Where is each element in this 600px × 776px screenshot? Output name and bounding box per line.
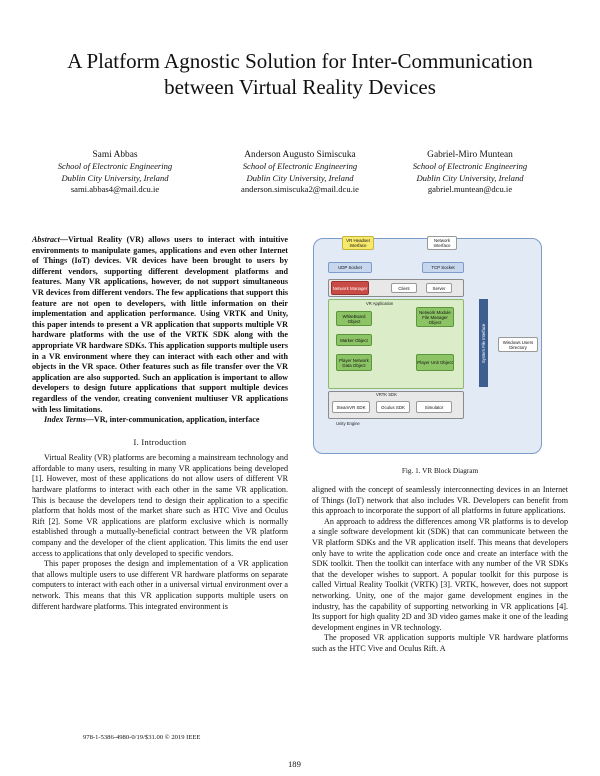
paragraph: This paper proposes the design and implementation of a VR application that allows multiple users to use different VR hardware platforms on separate computers to interact with each other in a universal virtual environment over a network. This means that this VR application supports multiple users on different hardware platforms. This integrated environment is xyxy=(32,559,288,611)
author-3 xyxy=(385,150,555,196)
vr-headset-interface: VR Headset Interface xyxy=(342,236,374,250)
author-email: gabriel.muntean@dcu.ie xyxy=(427,184,513,195)
unity-engine-label: Unity Engine xyxy=(336,421,360,426)
copyright-footnote: 978-1-5386-4980-0/19/$31.00 © 2019 IEEE xyxy=(83,734,201,741)
network-interface: Network Interface xyxy=(427,236,457,250)
author-dept: School of Electronic Engineering xyxy=(242,161,358,172)
player-unit-object: Player Unit Object xyxy=(416,354,454,371)
index-terms xyxy=(32,415,288,426)
tcp-socket: TCP Socket xyxy=(422,262,464,273)
vr-block-diagram xyxy=(313,238,542,454)
paper-title: A Platform Agnostic Solution for Inter-Communication between Virtual Reality Devices xyxy=(67,49,533,99)
simulator: Simulator xyxy=(416,401,452,413)
author-email: sami.abbas4@mail.dcu.ie xyxy=(70,184,160,195)
figure-caption: Fig. 1. VR Block Diagram xyxy=(401,467,479,475)
author-email: anderson.simiscuka2@mail.dcu.ie xyxy=(241,184,359,195)
paragraph: Virtual Reality (VR) platforms are becoming a mainstream technology and affordable to many users, resulting in many VR applications being developed [1]. However, most of these applications do not allow users of different VR hardware platforms to interact with each other in the same VR application. This is because the developers tend to design their application to a specific platform that holds most of the market share such as HTC Vive and Oculus Rift [2]. Some VR applications are platform exclusive which is normally established through a mutually-beneficial contract between the VR platform company and the developer of the client application. This limits the end user access to applications that only developed to specific vendors. xyxy=(32,453,288,558)
udp-socket: UDP Socket xyxy=(328,262,372,273)
network-manager: Network Manager xyxy=(331,281,369,295)
author-name: Anderson Augusto Simiscuka xyxy=(244,150,356,160)
abstract-label: Abstract xyxy=(32,235,60,244)
author-city: Dublin City University, Ireland xyxy=(61,172,169,183)
author-city: Dublin City University, Ireland xyxy=(246,172,354,183)
oculus-sdk: Oculus SDK xyxy=(376,401,410,413)
network-module-object: Network Module File Manager Object xyxy=(416,307,454,327)
steamvr-sdk: SteamVR SDK xyxy=(332,401,370,413)
author-1 xyxy=(30,150,200,196)
author-name: Sami Abbas xyxy=(92,150,138,160)
player-network-object: Player Network Data Object xyxy=(336,354,372,371)
server-box: Server xyxy=(426,283,452,293)
paragraph: aligned with the concept of seamlessly interconnecting devices in an Internet of Things (IoT) network that also includes VR. Developers can benefit from this approach to incorporate the support of all platforms in future applications. xyxy=(312,485,568,516)
abstract xyxy=(32,235,288,415)
author-city: Dublin City University, Ireland xyxy=(416,172,524,183)
index-terms-label: Index Terms xyxy=(44,415,86,425)
vr-application-label: VR Application xyxy=(366,301,394,306)
abstract-text: —Virtual Reality (VR) allows users to interact with intuitive environments to manipulate games, applications and even other Internet of Things (IoT) devices. VR devices have been brought to users by different vendors, supporting different development platforms and features. Many VR applications, however, do not support simultaneous VR devices from different vendors. The few applications that support this feature are not open to developers, with little information on their implementation and application performance. Using VRTK and Unity, this paper intends to present a VR application that supports multiple VR hardware platforms with the use of the VRTK SDK along with the appropriate VR hardware SDKs. This application supports multiple users in a VR environment where they can interact with each other and with objects in the VR space. Other features such as file transfer over the VR application are also supported. Such an application is important to allow developers to design future applications that support multiple devices regardless of the vendor, creating convenient multiuser VR applications with less limitations. xyxy=(32,235,288,414)
paragraph: An approach to address the differences among VR platforms is to develop a single software development kit (SDK) that can communicate between the VR platform SDKs and the VR application itself. This means that developers only have to write the application code once and create an interface with the SDK toolkit. Then the toolkit can interface with any number of the VR SDKs that the developer wishes to support. A popular toolkit for this purpose is called Virtual Reality Toolkit (VRTK) [3]. VRTK, however, does not support networking. Unity, one of the major game development engines in the industry, has the capability of supporting networking in VR applications [4]. Its support for high quality 2D and 3D video games make it one of the leading development engines in VR technology. xyxy=(312,516,568,632)
system-file-interface: System File Interface xyxy=(479,299,488,387)
windows-users-directory: Windows Users Directory xyxy=(498,337,538,352)
author-dept: School of Electronic Engineering xyxy=(57,161,173,172)
paragraph: The proposed VR application supports multiple VR hardware platforms such as the HTC Vive and Oculus Rift. A xyxy=(312,633,568,653)
page-number: 189 xyxy=(288,759,301,769)
index-terms-text: —VR, inter-communication, application, interface xyxy=(85,415,260,425)
author-name: Gabriel-Miro Muntean xyxy=(427,150,513,160)
vrtk-label: VRTK SDK xyxy=(376,392,397,397)
client-box: Client xyxy=(391,283,417,293)
right-column xyxy=(312,485,568,655)
author-dept: School of Electronic Engineering xyxy=(412,161,528,172)
whiteboard-object: WhiteBoard Object xyxy=(336,311,372,326)
left-column xyxy=(32,235,288,612)
marker-object: Marker Object xyxy=(336,334,372,346)
section-heading: I. Introduction xyxy=(133,437,187,447)
author-2 xyxy=(215,150,385,196)
